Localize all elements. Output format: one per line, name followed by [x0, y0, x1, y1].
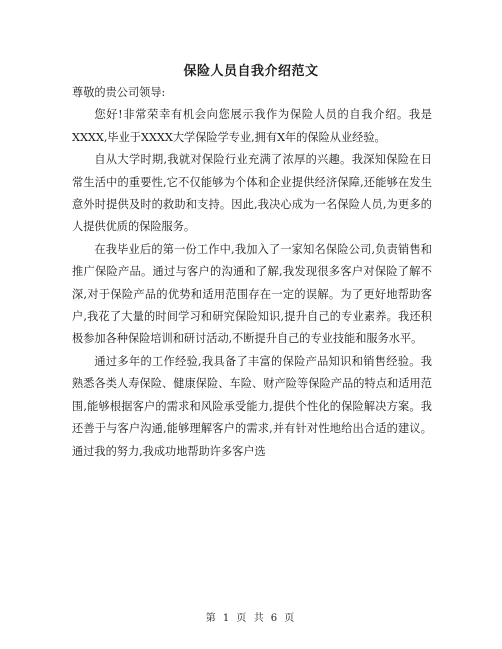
salutation: 尊敬的贵公司领导:: [72, 86, 166, 99]
document-title: 保险人员自我介绍范文: [183, 64, 319, 79]
paragraph-3: 在我毕业后的第一份工作中,我加入了一家知名保险公司,负责销售和推广保险产品。通过与客户的沟通和了解,我发现很多客户对保险了解不深,对于保险产品的优势和适用范围存在一定的误解。为了更好地帮助客户,我花了大量的时间学习和研究保险知识,提升自己的专业素养。我还积极参加各种保险培训和研讨活动,不断提升自己的专业技能和服务水平。: [72, 242, 432, 346]
paragraph-4: 通过多年的工作经验,我具备了丰富的保险产品知识和销售经验。我熟悉各类人寿保险、健康保险、车险、财产险等保险产品的特点和适用范围,能够根据客户的需求和风险承受能力,提供个性化的保险解决方案。我还善于与客户沟通,能够理解客户的需求,并有针对性地给出合适的建议。通过我的努力,我成功地帮助许多客户选: [72, 354, 432, 458]
page-footer: 第 1 页 共 6 页: [205, 613, 297, 624]
document-body: [72, 82, 432, 463]
paragraph-1: 您好!非常荣幸有机会向您展示我作为保险人员的自我介绍。我是XXXX,毕业于XXXX大学保险学专业,拥有X年的保险从业经验。: [72, 108, 432, 144]
paragraph-2: 自从大学时期,我就对保险行业充满了浓厚的兴趣。我深知保险在日常生活中的重要性,它不仅能够为个体和企业提供经济保障,还能够在发生意外时提供及时的救助和支持。因此,我决心成为一名保险人员,为更多的人提供优质的保险服务。: [72, 153, 432, 234]
